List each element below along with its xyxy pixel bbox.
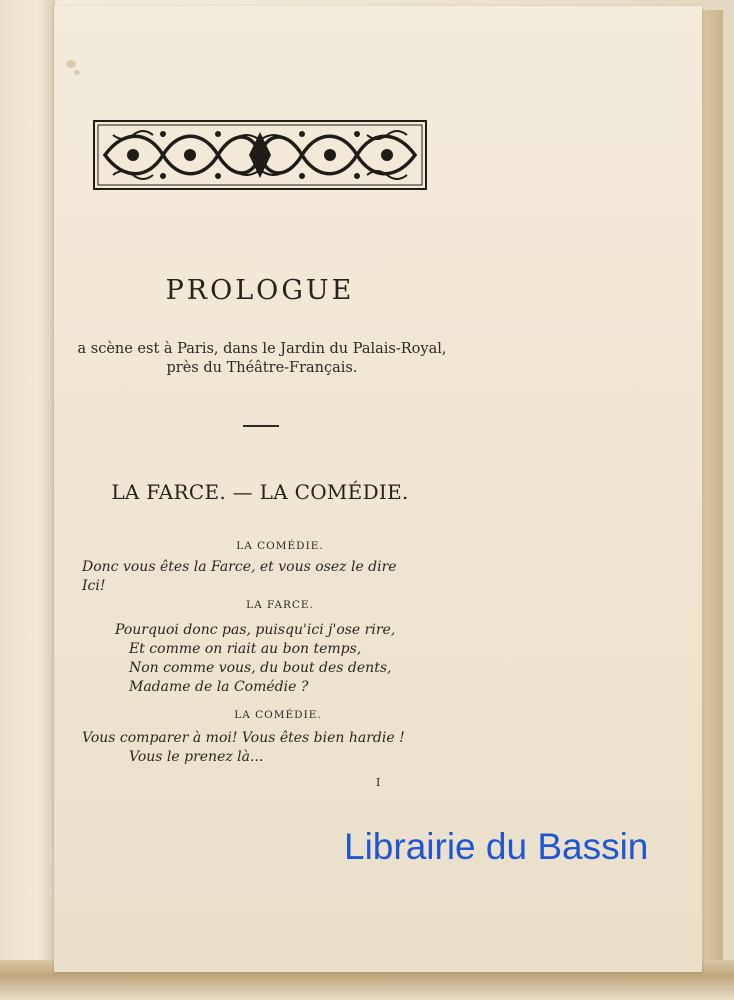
verse-line: Vous comparer à moi! Vous êtes bien hardie !: [82, 730, 405, 746]
speaker-name: LA COMÉDIE.: [236, 540, 324, 552]
verse-line: Donc vous êtes la Farce, et vous osez le dire: [82, 559, 397, 575]
verse-line: Madame de la Comédie ?: [129, 679, 309, 695]
stain: [74, 70, 80, 75]
stain: [66, 60, 76, 68]
verse-line: Et comme on riait au bon temps,: [129, 641, 362, 657]
floral-ornament-icon: [93, 120, 427, 190]
verse-line: Non comme vous, du bout des dents,: [129, 660, 392, 676]
verse-line: Pourquoi donc pas, puisqu'ici j'ose rire,: [115, 622, 396, 638]
verse-line: Ici!: [82, 578, 106, 594]
speaker-name: LA COMÉDIE.: [234, 709, 322, 721]
speaker-name: LA FARCE.: [246, 599, 314, 611]
scene-line: près du Théâtre-Français.: [166, 360, 358, 376]
page-number: I: [376, 776, 381, 789]
scene-heading: LA FARCE. — LA COMÉDIE.: [111, 480, 409, 504]
watermark: Librairie du Bassin: [344, 826, 649, 867]
scene-line: a scène est à Paris, dans le Jardin du Palais-Royal,: [77, 341, 447, 357]
left-page-strip: [0, 0, 55, 975]
page-title: PROLOGUE: [165, 275, 355, 306]
verse-line: Vous le prenez là...: [129, 749, 264, 765]
divider: [243, 425, 279, 427]
scene-description: [72, 340, 452, 378]
